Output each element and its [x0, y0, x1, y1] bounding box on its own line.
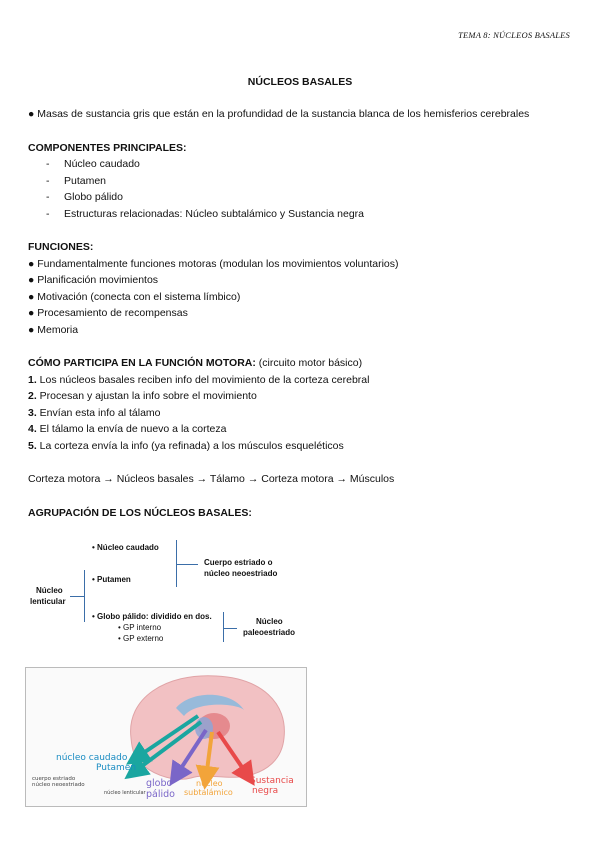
- lenticular-brace-tick: [70, 596, 84, 597]
- diagram-lenticular-2: lenticular: [30, 597, 66, 606]
- step-number: 1.: [28, 374, 37, 386]
- motor-step: [28, 390, 257, 402]
- component-item: Estructuras relacionadas: Núcleo subtalámico y Sustancia negra: [64, 208, 364, 220]
- label-subtalamico-1: núcleo: [196, 779, 223, 788]
- functions-heading: FUNCIONES:: [28, 241, 94, 253]
- step-text: La corteza envía la info (ya refinada) a los músculos esqueléticos: [36, 440, 344, 452]
- component-item: Núcleo caudado: [64, 158, 140, 170]
- label-estriado: cuerpo estriado: [32, 776, 76, 782]
- motor-heading-line: [28, 357, 362, 369]
- diagram-lenticular-1: Núcleo: [36, 586, 63, 595]
- diagram-estriado-2: núcleo neoestriado: [204, 569, 278, 578]
- motor-pathway: Corteza motora → Núcleos basales → Tálamo → Corteza motora → Músculos: [28, 473, 395, 485]
- lenticular-brace: [84, 570, 85, 622]
- list-dash: -: [46, 158, 50, 170]
- diagram-paleo-2: paleoestriado: [243, 628, 296, 637]
- step-number: 2.: [28, 390, 37, 402]
- function-item: ● Fundamentalmente funciones motoras (modulan los movimientos voluntarios): [28, 258, 399, 270]
- motor-step: [28, 440, 344, 452]
- running-header: TEMA 8: NÚCLEOS BASALES: [458, 30, 570, 40]
- brain-svg: [26, 668, 306, 806]
- grouping-heading: AGRUPACIÓN DE LOS NÚCLEOS BASALES:: [28, 507, 252, 519]
- paleo-brace-tick: [223, 628, 237, 629]
- step-number: 5.: [28, 440, 37, 452]
- diagram-globo: • Globo pálido: dividido en dos.: [92, 612, 212, 621]
- diagram-gp-externo: • GP externo: [118, 634, 164, 643]
- label-sustancia: Sustancia: [250, 776, 294, 786]
- page-title: NÚCLEOS BASALES: [247, 76, 353, 88]
- diagram-gp-interno: • GP interno: [118, 623, 162, 632]
- label-palido: pálido: [146, 789, 175, 800]
- motor-step: [28, 423, 226, 435]
- label-neoestriado: núcleo neoestriado: [32, 782, 85, 788]
- list-dash: -: [46, 175, 50, 187]
- label-lenticular: núcleo lenticular: [104, 790, 146, 796]
- component-item: Putamen: [64, 175, 107, 187]
- motor-step: [28, 374, 369, 386]
- motor-heading: CÓMO PARTICIPA EN LA FUNCIÓN MOTORA:: [28, 357, 256, 369]
- function-item: ● Motivación (conecta con el sistema límbico): [28, 291, 241, 303]
- estriado-brace-tick: [176, 564, 198, 565]
- function-item: ● Planificación movimientos: [28, 274, 159, 286]
- diagram-estriado-1: Cuerpo estriado o: [204, 558, 273, 567]
- components-heading: COMPONENTES PRINCIPALES:: [28, 142, 187, 154]
- step-number: 3.: [28, 407, 37, 419]
- label-negra: negra: [252, 786, 279, 796]
- list-dash: -: [46, 208, 50, 220]
- function-item: ● Procesamiento de recompensas: [28, 307, 188, 319]
- step-text: El tálamo la envía de nuevo a la corteza: [36, 423, 227, 435]
- step-text: Los núcleos basales reciben info del movimiento de la corteza cerebral: [36, 374, 370, 386]
- diagram-paleo-1: Núcleo: [256, 617, 283, 626]
- diagram-putamen: • Putamen: [92, 575, 131, 584]
- intro-text: ● Masas de sustancia gris que están en la profundidad de la sustancia blanca de los hemisferios cerebrales: [28, 108, 530, 120]
- motor-step: [28, 407, 161, 419]
- label-subtalamico-2: subtalámico: [184, 788, 233, 797]
- list-dash: -: [46, 191, 50, 203]
- label-globo: globo: [146, 778, 173, 789]
- motor-heading-note: (circuito motor básico): [255, 357, 363, 369]
- brain-illustration: [25, 667, 307, 807]
- label-putamen: Putamen: [96, 763, 137, 773]
- step-number: 4.: [28, 423, 37, 435]
- paleo-brace: [223, 612, 224, 642]
- step-text: Procesan y ajustan la info sobre el movimiento: [36, 390, 257, 402]
- diagram-caudado: • Núcleo caudado: [92, 543, 159, 552]
- label-caudado: núcleo caudado: [56, 753, 128, 763]
- function-item: ● Memoria: [28, 324, 79, 336]
- step-text: Envían esta info al tálamo: [36, 407, 161, 419]
- component-item: Globo pálido: [64, 191, 123, 203]
